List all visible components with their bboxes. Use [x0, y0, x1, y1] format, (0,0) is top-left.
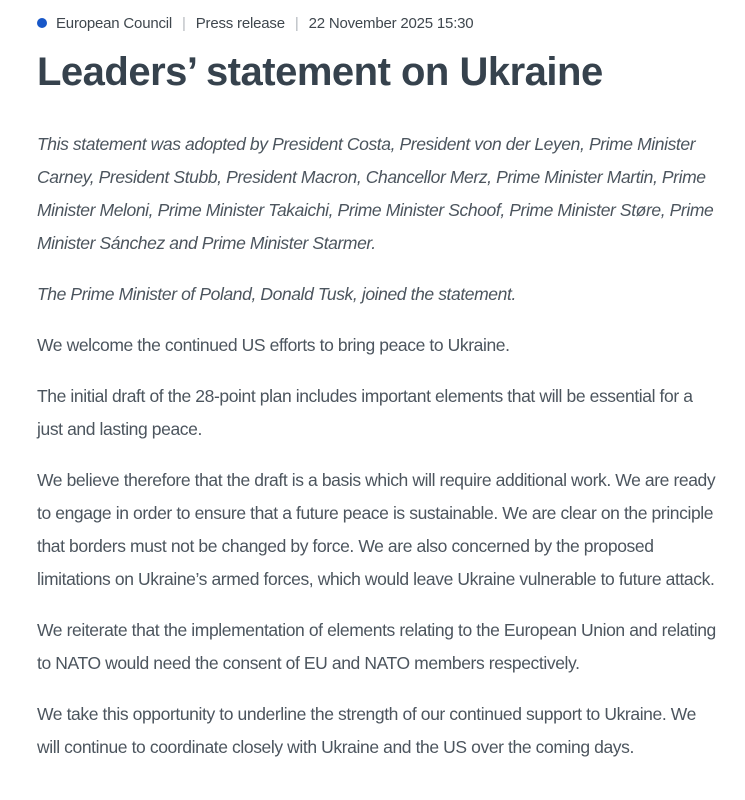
release-type-label: Press release — [195, 14, 285, 32]
article-paragraph: This statement was adopted by President Costa, President von der Leyen, Prime Minister Carney, President Stubb, President Macron, Chancellor Merz, Prime Minister Martin, Prime Minister Meloni, Prime Minister Takaichi, Prime Minister Schoof, Prime Minister Støre, Prime Minister Sánchez and Prime Minister Starmer. — [37, 134, 714, 253]
article-paragraph: We take this opportunity to underline the strength of our continued support to Ukraine. We will continue to coordinate closely with Ukraine and the US over the coming days. — [37, 704, 696, 757]
page-title: Leaders’ statement on Ukraine — [37, 50, 603, 94]
publish-datetime: 22 November 2025 15:30 — [308, 14, 474, 32]
article-meta — [37, 13, 717, 33]
article-body — [37, 128, 717, 764]
article-paragraph: We welcome the continued US efforts to bring peace to Ukraine. — [37, 335, 510, 355]
bullet-dot-icon — [37, 18, 47, 28]
meta-separator: | — [294, 14, 299, 32]
article-paragraph: The initial draft of the 28-point plan includes important elements that will be essential for a just and lasting peace. — [37, 386, 693, 439]
article-paragraph: The Prime Minister of Poland, Donald Tusk, joined the statement. — [37, 284, 516, 304]
article-paragraph: We believe therefore that the draft is a basis which will require additional work. We are ready to engage in order to ensure that a future peace is sustainable. We are clear on the principle that borders must not be changed by force. We are also concerned by the proposed limitations on Ukraine’s armed forces, which would leave Ukraine vulnerable to future attack. — [37, 470, 716, 589]
article-paragraph: We reiterate that the implementation of elements relating to the European Union and relating to NATO would need the consent of EU and NATO members respectively. — [37, 620, 716, 673]
meta-separator: | — [182, 14, 186, 32]
source-label: European Council — [56, 14, 173, 32]
